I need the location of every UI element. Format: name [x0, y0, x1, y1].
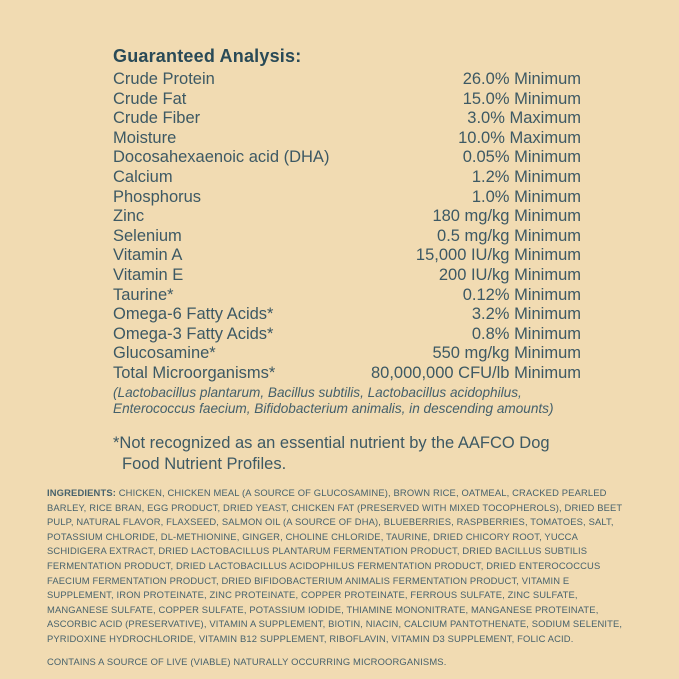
contains-microorganisms-note: CONTAINS A SOURCE OF LIVE (VIABLE) NATURALLY OCCURRING MICROORGANISMS.: [47, 655, 447, 667]
analysis-row-value: 3.2% Minimum: [471, 305, 581, 324]
analysis-row-value: 26.0% Minimum: [462, 70, 581, 88]
analysis-row: [113, 364, 581, 384]
analysis-row-label: Crude Fat: [113, 89, 187, 108]
analysis-row-value: 1.2% Minimum: [471, 167, 581, 186]
analysis-row: [113, 129, 581, 149]
analysis-row: [113, 70, 581, 90]
analysis-row-label: Total Microorganisms*: [113, 363, 276, 382]
analysis-row-value: 10.0% Maximum: [458, 128, 581, 147]
analysis-row-value: 1.0% Minimum: [471, 187, 581, 206]
ingredients-list: CHICKEN, CHICKEN MEAL (A SOURCE OF GLUCOSAMINE), BROWN RICE, OATMEAL, CRACKED PEARLED BARLEY, RICE BRAN, EGG PRODUCT, DRIED YEAST, CHICKEN FAT (PRESERVED WITH MIXED TOCOPHEROLS), DRIED BEET PULP, NATURAL FLAVOR, FLAXSEED, SALMON OIL (A SOURCE OF DHA), BLUEBERRIES, RASPBERRIES, TOMATOES, SALT, POTASSIUM CHLORIDE, DL-METHIONINE, GINGER, CHOLINE CHLORIDE, TAURINE, DRIED CHICORY ROOT, YUCCA SCHIDIGERA EXTRACT, DRIED LACTOBACILLUS PLANTARUM FERMENTATION PRODUCT, DRIED BACILLUS SUBTILIS FERMENTATION PRODUCT, DRIED LACTOBACILLUS ACIDOPHILUS FERMENTATION PRODUCT, DRIED ENTEROCOCCUS FAECIUM FERMENTATION PRODUCT, DRIED BIFIDOBACTERIUM ANIMALIS FERMENTATION PRODUCT, VITAMIN E SUPPLEMENT, IRON PROTEINATE, ZINC PROTEINATE, COPPER PROTEINATE, FERROUS SULFATE, ZINC SULFATE, MANGANESE SULFATE, COPPER SULFATE, POTASSIUM IODIDE, THIAMINE MONONITRATE, MANGANESE PROTEINATE, ASCORBIC ACID (PRESERVATIVE), VITAMIN A SUPPLEMENT, BIOTIN, NIACIN, CALCIUM PANTOTHENATE, SODIUM SELENITE, PYRIDOXINE HYDROCHLORIDE, VITAMIN B12 SUPPLEMENT, RIBOFLAVIN, VITAMIN D3 SUPPLEMENT, FOLIC ACID.: [47, 487, 623, 644]
analysis-row-value: 550 mg/kg Minimum: [432, 344, 581, 363]
guaranteed-analysis-title: Guaranteed Analysis:: [113, 46, 302, 66]
analysis-row-label: Crude Protein: [113, 70, 215, 88]
analysis-row-label: Crude Fiber: [113, 109, 201, 128]
analysis-row: [113, 227, 581, 247]
analysis-row: [113, 286, 581, 306]
analysis-row: [113, 207, 581, 227]
analysis-row: [113, 188, 581, 208]
analysis-row: [113, 168, 581, 188]
analysis-row-value: 80,000,000 CFU/lb Minimum: [370, 363, 581, 382]
microorganisms-species-note: (Lactobacillus plantarum, Bacillus subtilis, Lactobacillus acidophilus, Enterococcus faecium, Bifidobacterium animalis, in descending amounts): [113, 384, 554, 417]
analysis-row: [113, 305, 581, 325]
analysis-row: [113, 148, 581, 168]
ingredients-paragraph: [47, 486, 635, 647]
analysis-row: [113, 344, 581, 364]
analysis-row-value: 180 mg/kg Minimum: [432, 207, 581, 226]
analysis-row-label: Omega-3 Fatty Acids*: [113, 324, 274, 343]
analysis-row-label: Glucosamine*: [113, 344, 216, 363]
analysis-row-label: Calcium: [113, 167, 173, 186]
analysis-row-label: Docosahexaenoic acid (DHA): [113, 148, 330, 167]
analysis-row-value: 15,000 IU/kg Minimum: [415, 246, 581, 265]
aafco-footnote: *Not recognized as an essential nutrient by the AAFCO Dog Food Nutrient Profiles.: [113, 433, 550, 473]
analysis-row-value: 200 IU/kg Minimum: [438, 265, 581, 284]
analysis-row-label: Moisture: [113, 128, 177, 147]
ingredients-label: INGREDIENTS:: [47, 487, 116, 498]
analysis-row-label: Vitamin E: [113, 265, 184, 284]
analysis-row-value: 15.0% Minimum: [462, 89, 581, 108]
analysis-row: [113, 246, 581, 266]
analysis-row-label: Vitamin A: [113, 246, 183, 265]
analysis-row-label: Zinc: [113, 207, 145, 226]
analysis-row: [113, 266, 581, 286]
guaranteed-analysis-section: [113, 46, 581, 475]
analysis-row-value: 0.8% Minimum: [471, 324, 581, 343]
analysis-row: [113, 90, 581, 110]
analysis-row-value: 0.5 mg/kg Minimum: [437, 226, 581, 245]
analysis-row-value: 0.12% Minimum: [462, 285, 581, 304]
analysis-row-value: 0.05% Minimum: [462, 148, 581, 167]
analysis-row: [113, 109, 581, 129]
analysis-row-label: Omega-6 Fatty Acids*: [113, 305, 274, 324]
ingredients-section: [47, 486, 635, 669]
analysis-row-label: Selenium: [113, 226, 182, 245]
analysis-row-value: 3.0% Maximum: [467, 109, 581, 128]
analysis-row-label: Phosphorus: [113, 187, 202, 206]
analysis-row: [113, 325, 581, 345]
analysis-row-label: Taurine*: [113, 285, 174, 304]
guaranteed-analysis-table: [113, 70, 581, 384]
